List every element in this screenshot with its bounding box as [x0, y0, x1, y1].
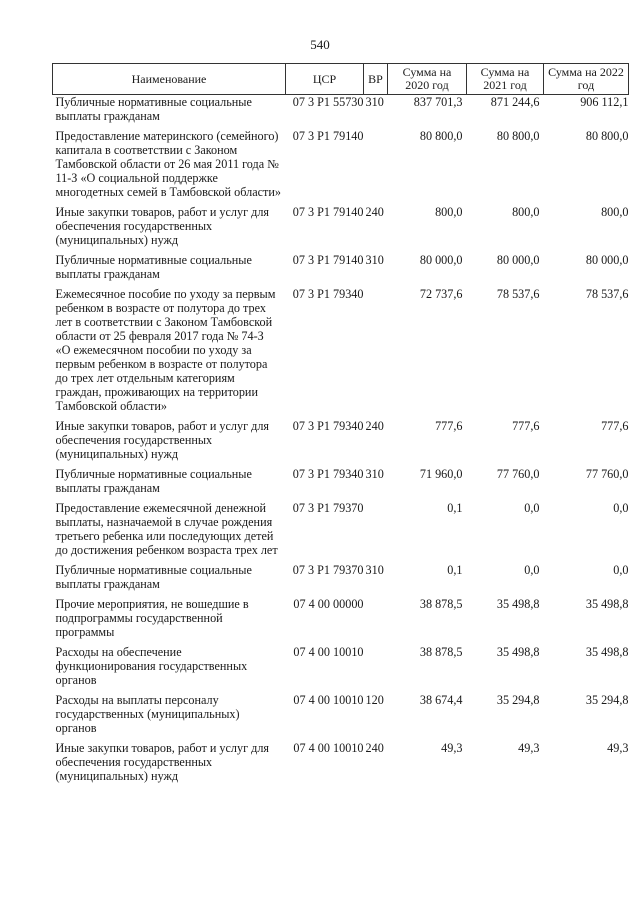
- cell-sum-2020: 0,1: [447, 501, 463, 515]
- table-row: [53, 501, 629, 563]
- cell-name: Предоставление ежемесячной денежной выплаты, назначаемой в случае рождения третьего ребенка или последующих детей до достижения ребенком возраста трех лет: [55, 501, 278, 557]
- cell-sum-2022: 77 760,0: [585, 467, 629, 481]
- cell-sum-2021: 78 537,6: [496, 287, 540, 301]
- cell-name: Публичные нормативные социальные выплаты гражданам: [55, 95, 252, 123]
- cell-vr: 310: [365, 95, 384, 109]
- cell-sum-2021: 800,0: [512, 205, 540, 219]
- cell-sum-2021: 871 244,6: [490, 95, 540, 109]
- header-csr: ЦСР: [286, 64, 364, 95]
- table-row: [53, 597, 629, 645]
- table-header: [53, 64, 629, 95]
- cell-sum-2020: 777,6: [435, 419, 463, 433]
- cell-csr: 07 3 P1 79140: [292, 129, 364, 143]
- cell-vr: 310: [365, 563, 384, 577]
- cell-csr: 07 4 00 10010: [293, 741, 364, 755]
- cell-vr: 310: [365, 253, 384, 267]
- cell-vr: [364, 287, 388, 419]
- cell-name: Расходы на обеспечение функционирования государственных органов: [55, 645, 248, 687]
- table-row: [53, 95, 629, 130]
- cell-name: Публичные нормативные социальные выплаты гражданам: [55, 563, 252, 591]
- cell-sum-2022: 35 498,8: [585, 597, 629, 611]
- cell-sum-2021: 80 000,0: [496, 253, 540, 267]
- cell-sum-2022: 777,6: [601, 419, 629, 433]
- cell-sum-2020: 80 800,0: [419, 129, 463, 143]
- header-sum-2021: Сумма на 2021 год: [467, 64, 544, 95]
- cell-name: Публичные нормативные социальные выплаты гражданам: [55, 467, 252, 495]
- cell-sum-2021: 0,0: [524, 563, 540, 577]
- header-sum-2020: Сумма на 2020 год: [388, 64, 467, 95]
- cell-vr: 310: [365, 467, 384, 481]
- cell-sum-2022: 80 800,0: [585, 129, 629, 143]
- cell-sum-2021: 80 800,0: [496, 129, 540, 143]
- cell-name: Иные закупки товаров, работ и услуг для обеспечения государственных (муниципальных) нужд: [55, 419, 270, 461]
- cell-sum-2020: 38 878,5: [419, 597, 463, 611]
- cell-csr: 07 3 P1 55730: [292, 95, 364, 109]
- cell-name: Прочие мероприятия, не вошедшие в подпрограммы государственной программы: [55, 597, 249, 639]
- table-row: [53, 741, 629, 789]
- cell-sum-2020: 837 701,3: [413, 95, 463, 109]
- cell-csr: 07 3 P1 79340: [292, 419, 364, 433]
- cell-sum-2020: 49,3: [441, 741, 463, 755]
- cell-sum-2020: 38 674,4: [419, 693, 463, 707]
- cell-sum-2022: 35 498,8: [585, 645, 629, 659]
- table-row: [53, 645, 629, 693]
- cell-csr: 07 3 P1 79340: [292, 287, 364, 301]
- table-row: [53, 287, 629, 419]
- cell-sum-2022: 35 294,8: [585, 693, 629, 707]
- cell-csr: 07 3 P1 79370: [292, 563, 364, 577]
- cell-sum-2022: 0,0: [613, 563, 629, 577]
- cell-name: Иные закупки товаров, работ и услуг для обеспечения государственных (муниципальных) нужд: [55, 205, 270, 247]
- cell-vr: 240: [365, 205, 384, 219]
- cell-sum-2021: 77 760,0: [496, 467, 540, 481]
- cell-sum-2021: 49,3: [518, 741, 540, 755]
- cell-csr: 07 4 00 00000: [293, 597, 364, 611]
- header-sum-2022: Сумма на 2022 год: [544, 64, 629, 95]
- cell-name: Публичные нормативные социальные выплаты гражданам: [55, 253, 252, 281]
- cell-sum-2021: 35 498,8: [496, 597, 540, 611]
- cell-sum-2020: 80 000,0: [419, 253, 463, 267]
- table-body: [53, 95, 629, 790]
- cell-sum-2020: 0,1: [447, 563, 463, 577]
- cell-vr: 240: [365, 741, 384, 755]
- table-row: [53, 205, 629, 253]
- cell-name: Иные закупки товаров, работ и услуг для обеспечения государственных (муниципальных) нужд: [55, 741, 270, 783]
- cell-sum-2020: 71 960,0: [419, 467, 463, 481]
- cell-vr: 120: [365, 693, 384, 707]
- cell-csr: 07 4 00 10010: [293, 693, 364, 707]
- cell-vr: [364, 645, 388, 693]
- cell-sum-2021: 35 294,8: [496, 693, 540, 707]
- cell-name: Предоставление материнского (семейного) капитала в соответствии с Законом Тамбовской области от 26 мая 2011 года № 11-З «О социальной поддержке многодетных семей в Тамбовской области»: [55, 129, 281, 199]
- cell-sum-2022: 78 537,6: [585, 287, 629, 301]
- header-vr: ВР: [364, 64, 388, 95]
- cell-sum-2022: 80 000,0: [585, 253, 629, 267]
- cell-sum-2022: 906 112,1: [580, 95, 629, 109]
- cell-sum-2021: 35 498,8: [496, 645, 540, 659]
- cell-name: Ежемесячное пособие по уходу за первым ребенком в возрасте от полутора до трех лет в соответствии с Законом Тамбовской области от 25 февраля 2017 года № 74-З «О ежемесячном пособии по уходу за первым ребенком в возрасте от полутора до трех лет отдельным категориям граждан, проживающих на территории Тамбовской области»: [55, 287, 276, 413]
- header-name: Наименование: [53, 64, 286, 95]
- cell-sum-2020: 72 737,6: [419, 287, 463, 301]
- header-row: [53, 64, 629, 95]
- cell-sum-2020: 800,0: [435, 205, 463, 219]
- cell-vr: [364, 129, 388, 205]
- table-row: [53, 563, 629, 597]
- cell-sum-2020: 38 878,5: [419, 645, 463, 659]
- page-number: 540: [310, 37, 330, 52]
- budget-table: [52, 63, 629, 789]
- table-row: [53, 467, 629, 501]
- cell-sum-2022: 49,3: [607, 741, 629, 755]
- cell-csr: 07 3 P1 79140: [292, 253, 364, 267]
- cell-sum-2022: 800,0: [601, 205, 629, 219]
- table-row: [53, 693, 629, 741]
- cell-sum-2021: 777,6: [512, 419, 540, 433]
- cell-csr: 07 4 00 10010: [293, 645, 364, 659]
- cell-name: Расходы на выплаты персоналу государственных (муниципальных) органов: [55, 693, 240, 735]
- cell-vr: [364, 597, 388, 645]
- cell-vr: 240: [365, 419, 384, 433]
- cell-csr: 07 3 P1 79370: [292, 501, 364, 515]
- cell-sum-2022: 0,0: [613, 501, 629, 515]
- cell-csr: 07 3 P1 79340: [292, 467, 364, 481]
- table-row: [53, 129, 629, 205]
- table-row: [53, 419, 629, 467]
- table-row: [53, 253, 629, 287]
- cell-sum-2021: 0,0: [524, 501, 540, 515]
- cell-csr: 07 3 P1 79140: [292, 205, 364, 219]
- cell-vr: [364, 501, 388, 563]
